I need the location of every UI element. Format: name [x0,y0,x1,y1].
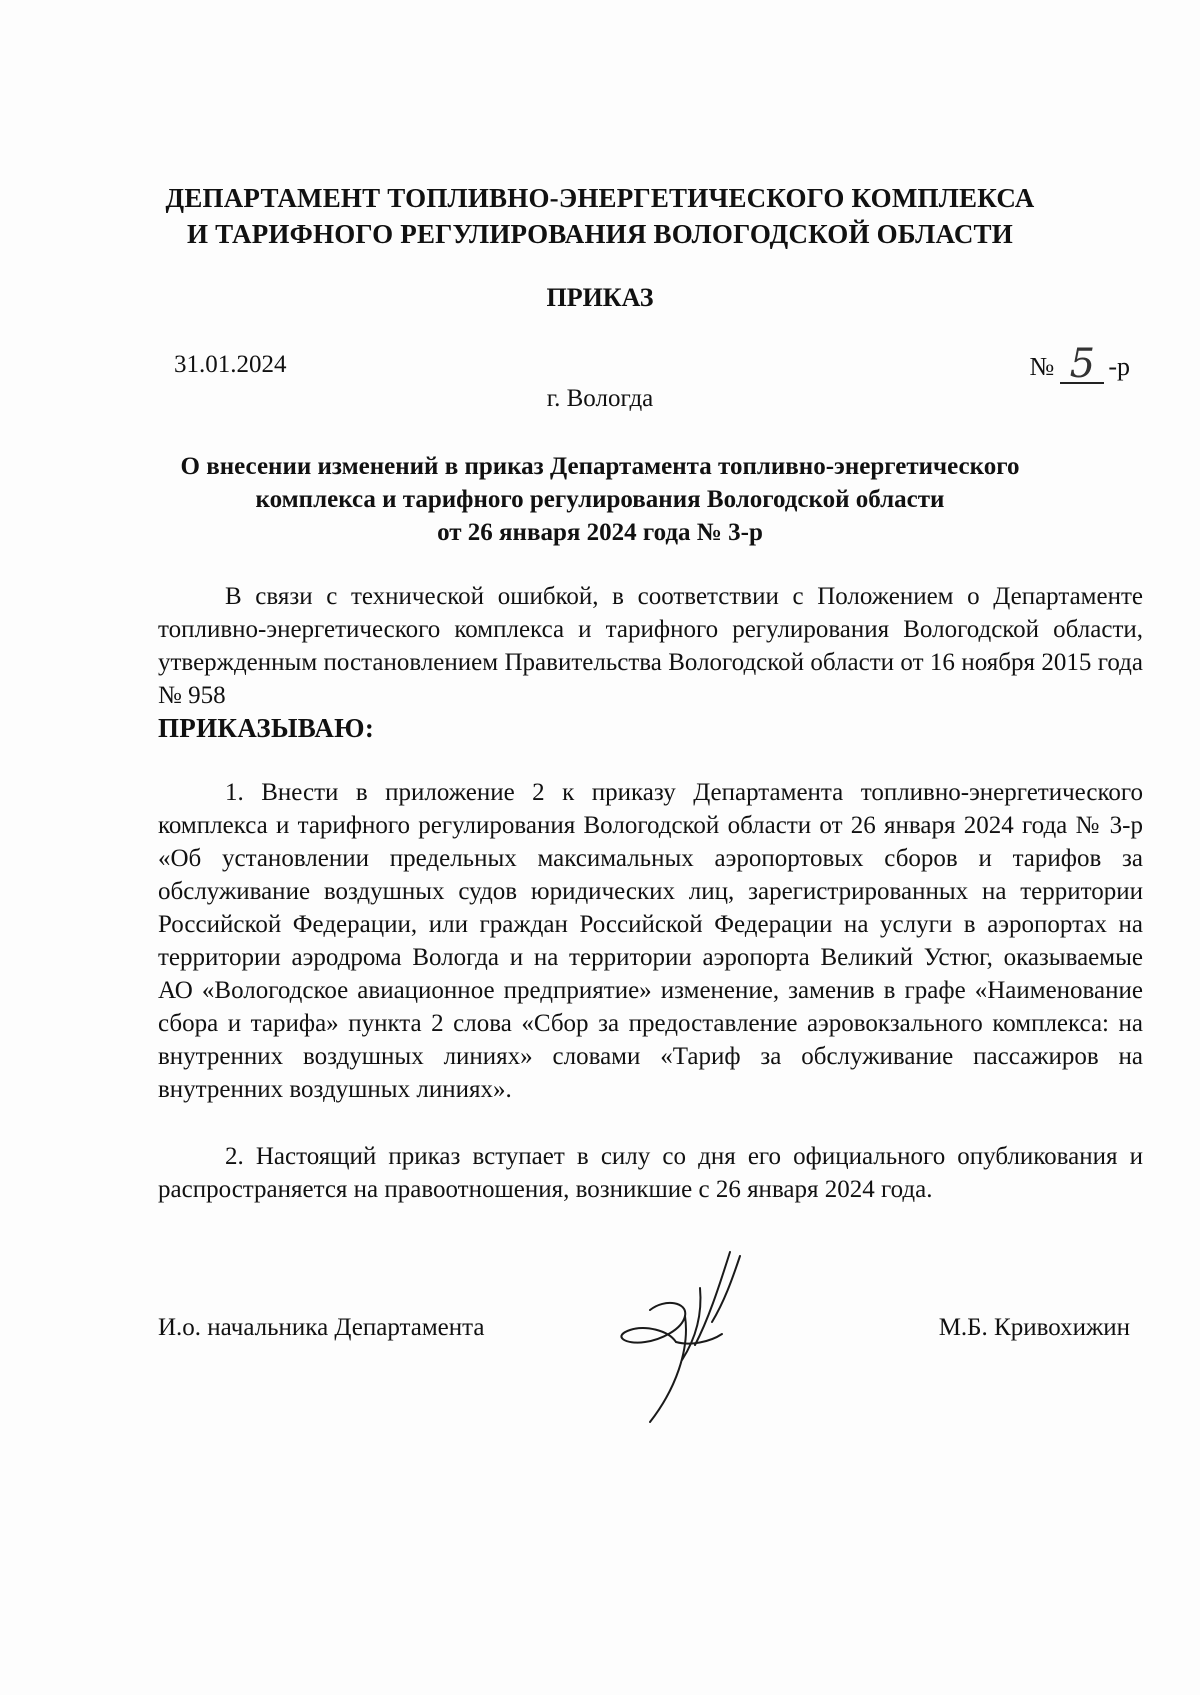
order-keyword: ПРИКАЗЫВАЮ: [158,713,375,743]
handwritten-signature [590,1250,770,1430]
order-item-2: 2. Настоящий приказ вступает в силу со дня его официального опубликования и распространяется на правоотношения, возникшие с 26 января 2024 года. [158,1143,1143,1203]
order-item-1: 1. Внести в приложение 2 к приказу Департамента топливно-энергетического комплекса и тарифного регулирования Вологодской области от 26 января 2024 года № 3-р «Об установлении предельных максимальных аэропортовых сборов и тарифов за обслуживание воздушных судов юридических лиц, зарегистрированных на территории Российской Федерации, или граждан Российской Федерации на услуги в аэропортах на территории аэродрома Вологда и на территории аэропорта Великий Устюг, оказываемые АО «Вологодское авиационное предприятие» изменение, заменив в графе «Наименование сбора и тарифа» пункта 2 слова «Сбор за предоставление аэровокзального комплекса: на внутренних воздушных линиях» словами «Тариф за обслуживание пассажиров на внутренних воздушных линиях». [158,779,1143,1103]
subject-line-3: от 26 января 2024 года № 3-р [437,519,763,546]
document-city: г. Вологда [546,385,654,412]
handwritten-number: 5 [1060,346,1104,384]
organization-header [0,180,1200,252]
number-sign: № [1029,352,1055,381]
document-date: 31.01.2024 [174,351,287,378]
organization-name-line-2: И ТАРИФНОГО РЕГУЛИРОВАНИЯ ВОЛОГОДСКОЙ ОБЛАСТИ [187,219,1013,249]
signatory-name: М.Б. Кривохижин [938,1314,1130,1341]
number-suffix: -р [1108,352,1130,381]
organization-name-line-1: ДЕПАРТАМЕНТ ТОПЛИВНО-ЭНЕРГЕТИЧЕСКОГО КОМПЛЕКСА [165,183,1035,213]
subject-line-2: комплекса и тарифного регулирования Вологодской области [255,486,945,513]
signatory-position: И.о. начальника Департамента [158,1314,485,1341]
document-number [1029,341,1130,387]
document-subject [0,450,1200,549]
preamble-paragraph: В связи с технической ошибкой, в соответствии с Положением о Департаменте топливно-энергетического комплекса и тарифного регулирования Вологодской области, утвержденным постановлением Правительства Вологодской области от 16 ноября 2015 года № 958 [158,583,1143,709]
document-type-title: ПРИКАЗ [546,283,654,312]
subject-line-1: О внесении изменений в приказ Департамента топливно-энергетического [180,453,1020,480]
